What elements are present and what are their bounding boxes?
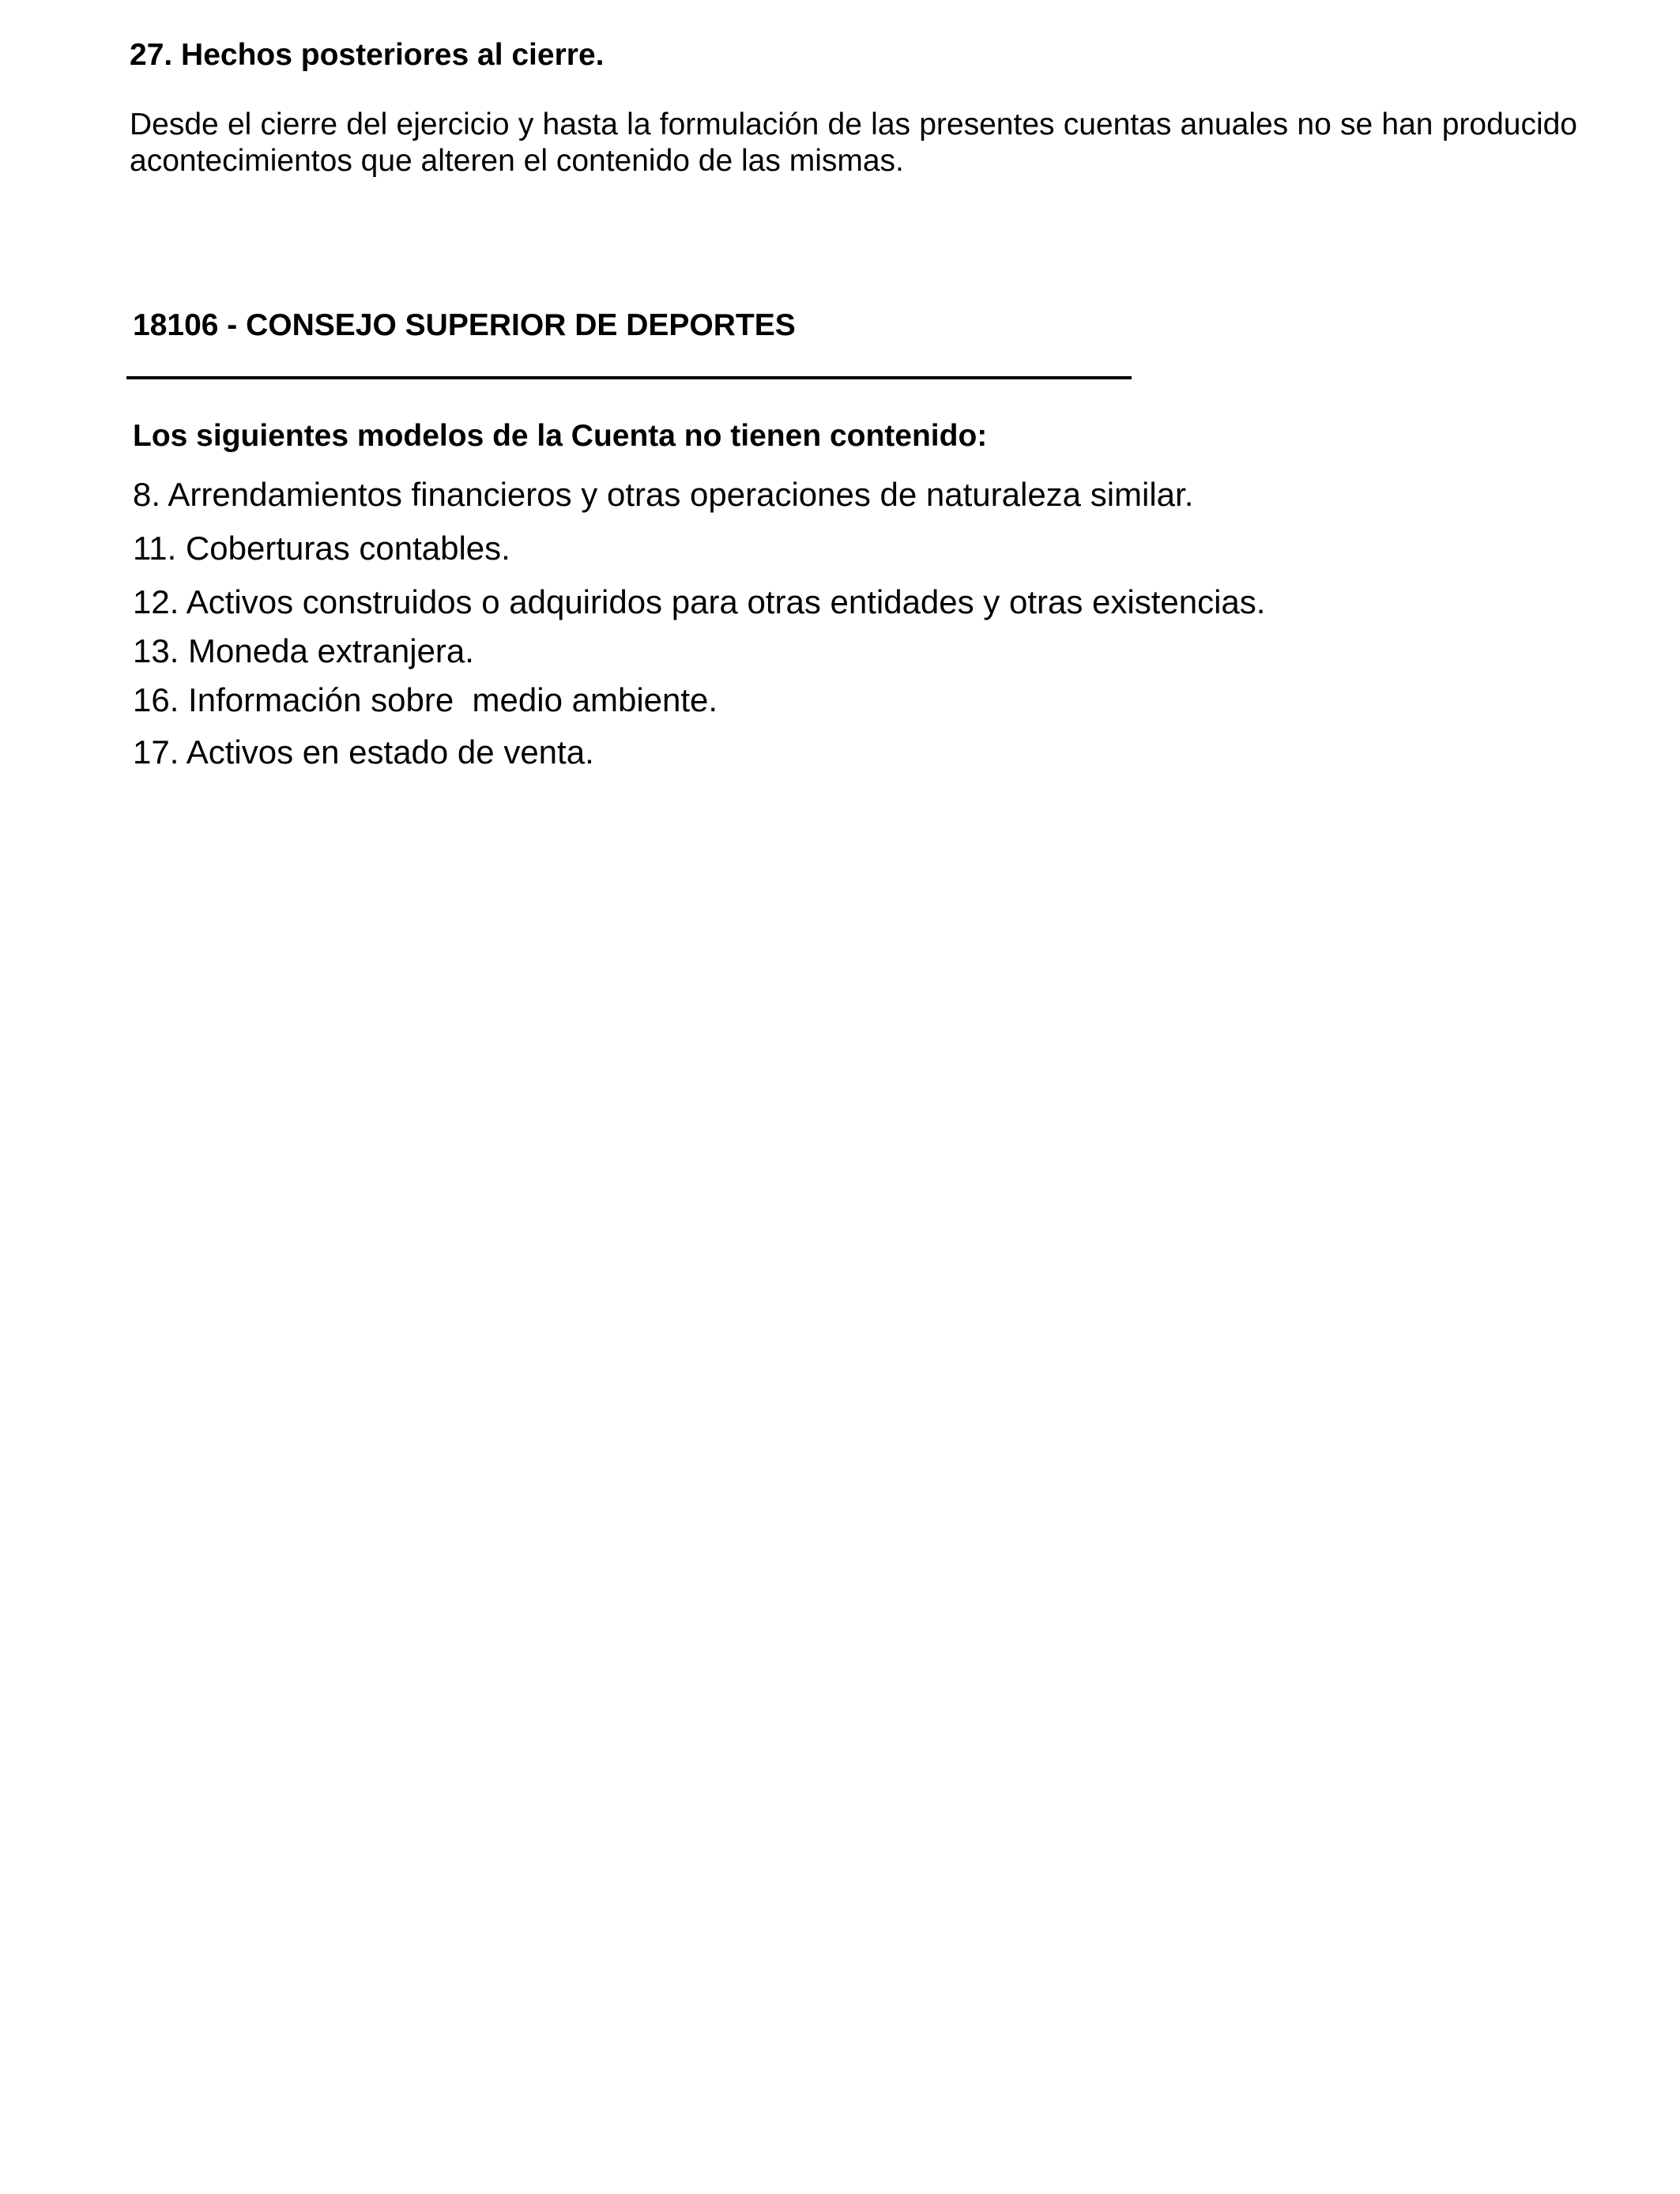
list-item: 16. Información sobre medio ambiente.	[133, 681, 718, 718]
entity-title: 18106 - CONSEJO SUPERIOR DE DEPORTES	[133, 308, 796, 342]
list-item: 17. Activos en estado de venta.	[133, 733, 594, 771]
list-item: 11. Coberturas contables.	[133, 530, 510, 567]
section-heading: 27. Hechos posteriores al cierre.	[130, 38, 605, 72]
list-item: 13. Moneda extranjera.	[133, 632, 474, 669]
models-intro: Los siguientes modelos de la Cuenta no tienen contenido:	[133, 419, 988, 453]
section-paragraph: Desde el cierre del ejercicio y hasta la formulación de las presentes cuentas anuales no se han producido acontecimientos que alteren el contenido de las mismas.	[130, 107, 1577, 178]
list-item: 12. Activos construidos o adquiridos para otras entidades y otras existencias.	[133, 583, 1266, 620]
list-item: 8. Arrendamientos financieros y otras operaciones de naturaleza similar.	[133, 476, 1194, 513]
title-underline-divider	[126, 376, 1132, 379]
